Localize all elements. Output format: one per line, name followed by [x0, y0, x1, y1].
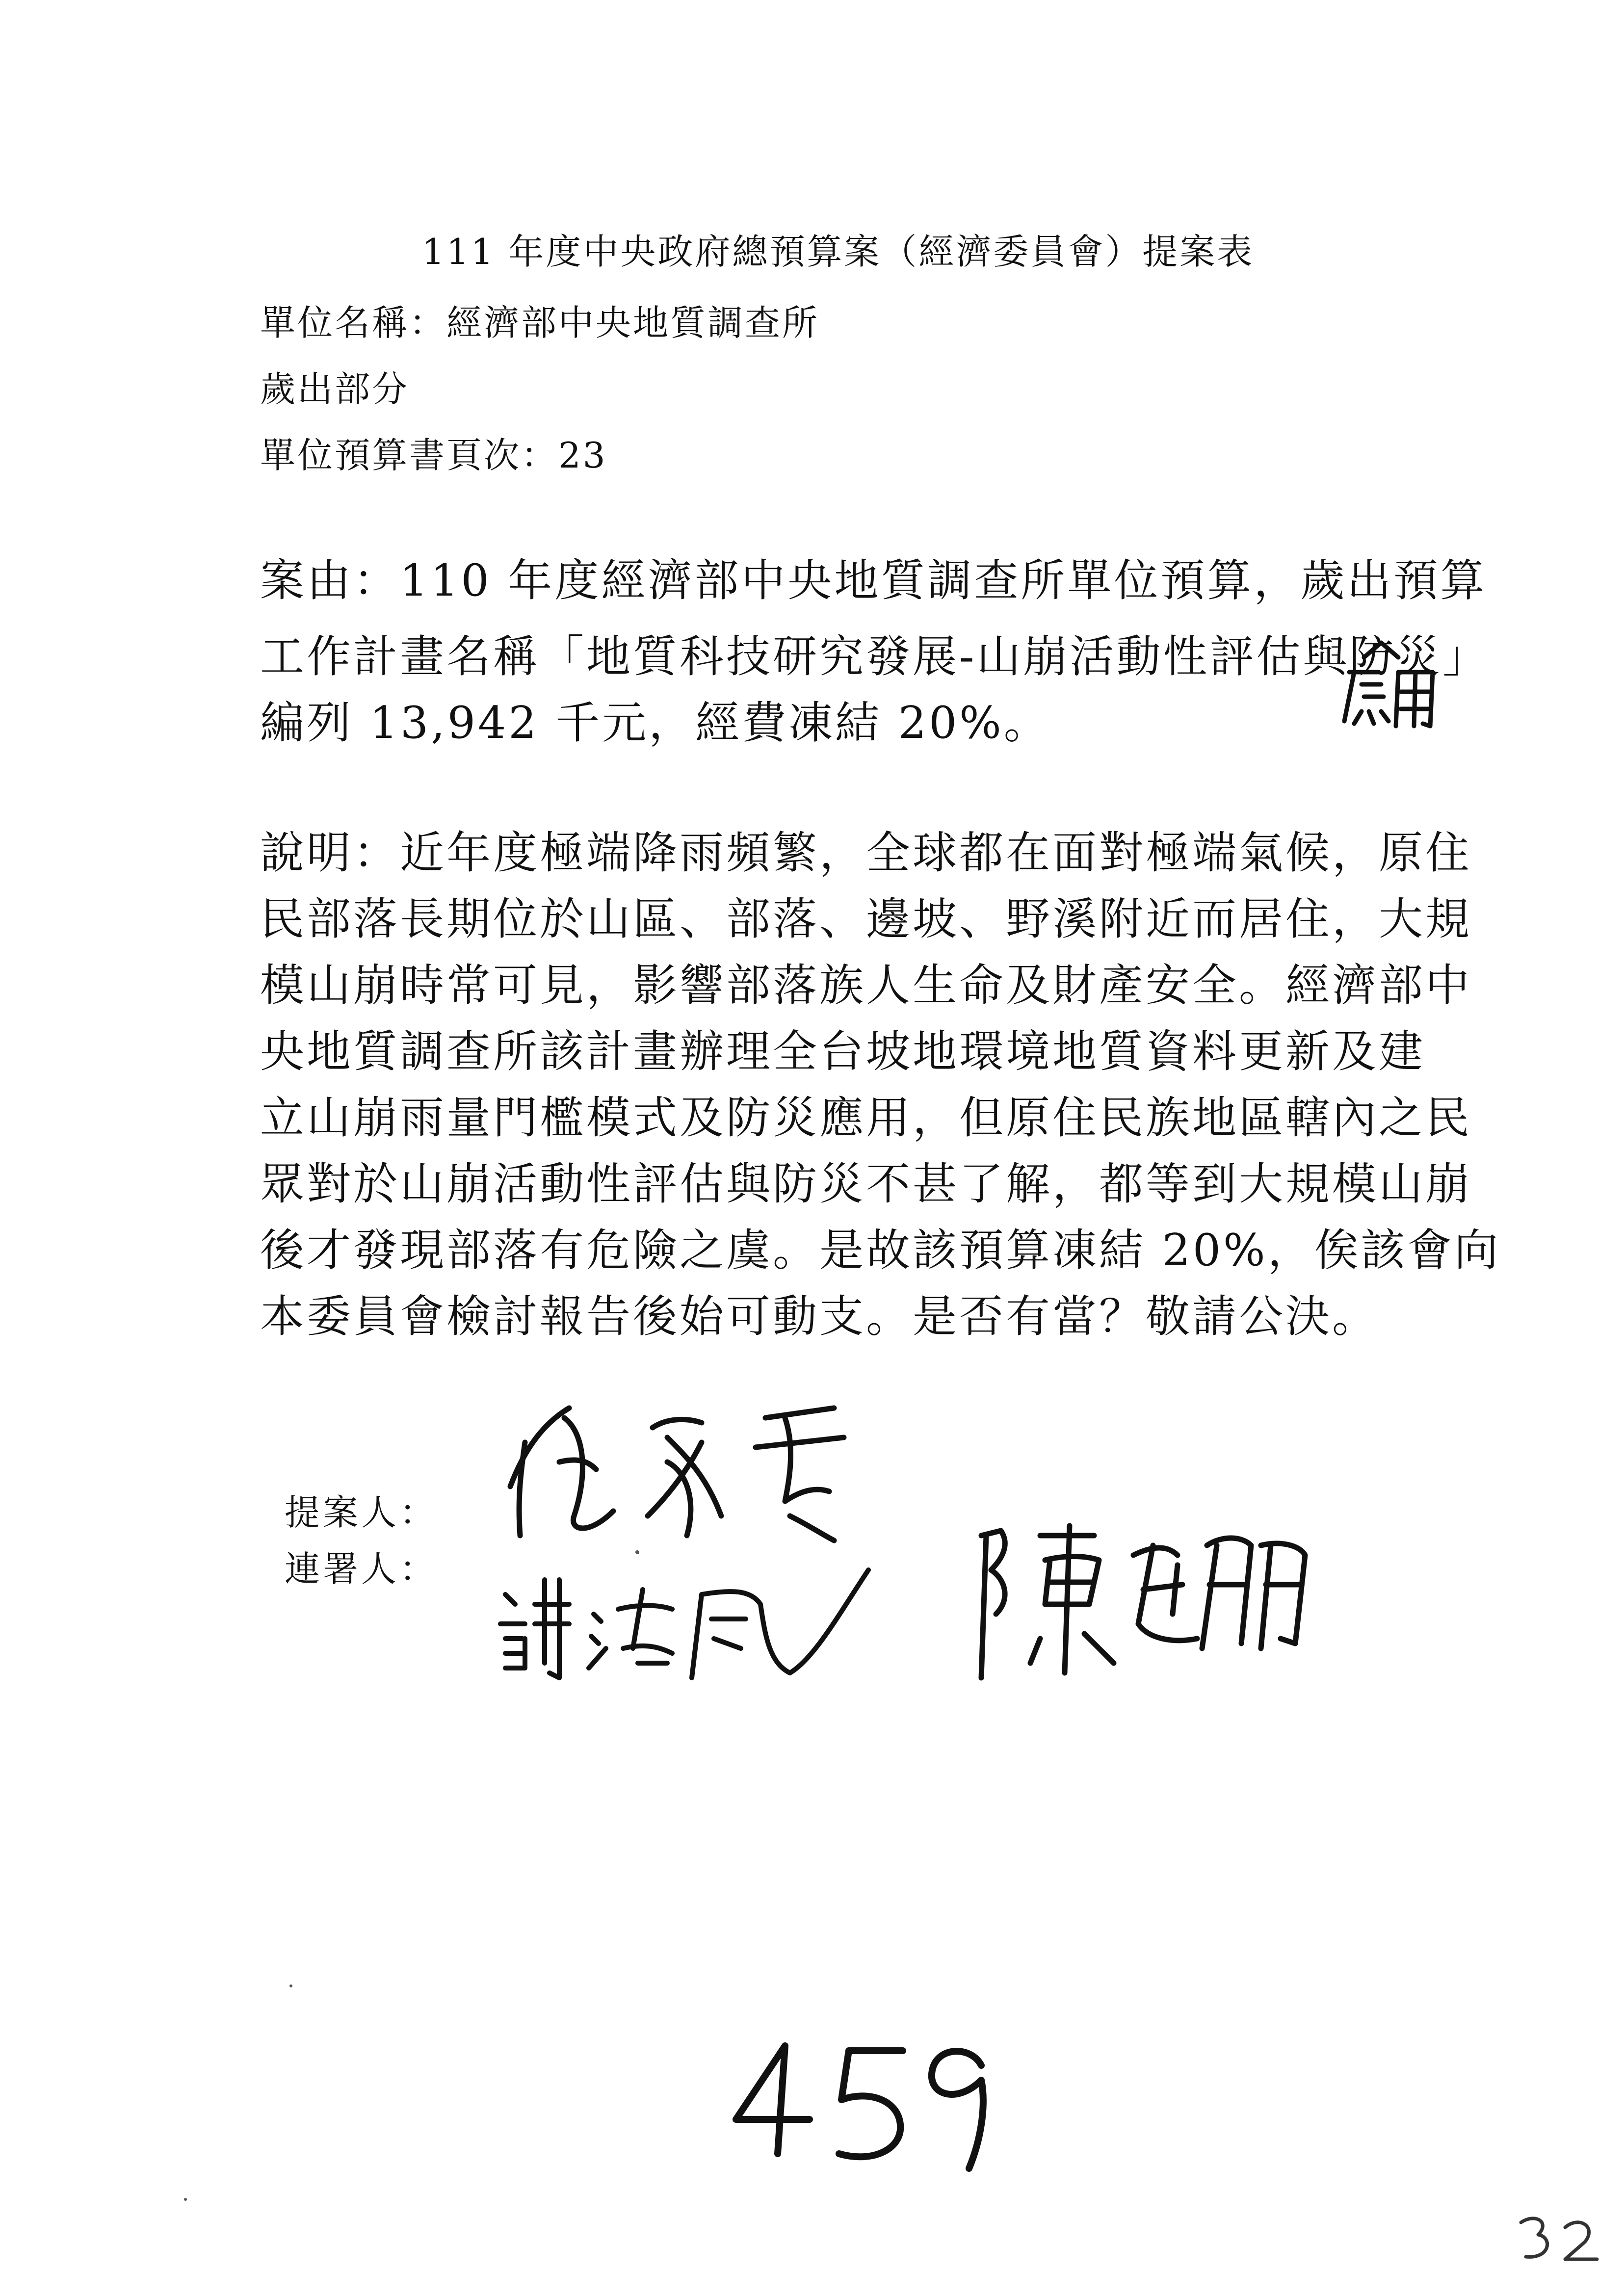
- scan-speck: [184, 2198, 187, 2201]
- cosigner-label: 連署人：: [285, 1548, 438, 1590]
- unit-name: 單位名稱：經濟部中央地質調查所: [260, 302, 820, 343]
- handwritten-insert-mark: [1335, 638, 1442, 736]
- explanation-line-3: 模山崩時常可見，影響部落族人生命及財產安全。經濟部中: [260, 960, 1472, 1011]
- corner-page-mark: [1511, 2208, 1604, 2271]
- section-label: 歲出部分: [260, 368, 410, 410]
- explanation-line-8: 本委員會檢討報告後始可動支。是否有當？敬請公決。: [260, 1291, 1379, 1342]
- explanation-line-7: 後才發現部落有危險之虞。是故該預算凍結 20%，俟該會向: [260, 1225, 1501, 1276]
- explanation-line-1: 說明：近年度極端降雨頻繁，全球都在面對極端氣候，原住: [260, 827, 1472, 879]
- handwritten-page-number: [726, 2026, 1001, 2173]
- scan-speck: [635, 1550, 639, 1554]
- case-line-3: 編列 13,942 千元，經費凍結 20%。: [260, 697, 1050, 749]
- explanation-line-4: 央地質調查所該計畫辦理全台坡地環境地質資料更新及建: [260, 1026, 1425, 1077]
- cosigner-signature-1: [496, 1550, 888, 1688]
- scan-speck: [289, 1984, 292, 1987]
- proposer-label: 提案人：: [285, 1492, 438, 1533]
- case-line-2: 工作計畫名稱「地質科技研究發展-山崩活動性評估與防災」: [260, 631, 1490, 682]
- case-line-1: 案由：110 年度經濟部中央地質調查所單位預算，歲出預算: [260, 555, 1487, 606]
- explanation-line-6: 眾對於山崩活動性評估與防災不甚了解，都等到大規模山崩: [260, 1158, 1472, 1210]
- proposer-signature: [491, 1388, 883, 1545]
- explanation-line-2: 民部落長期位於山區、部落、邊坡、野溪附近而居住，大規: [260, 893, 1472, 945]
- budget-page-ref: 單位預算書頁次：23: [260, 435, 607, 476]
- document-title: 111 年度中央政府總預算案（經濟委員會）提案表: [422, 231, 1255, 272]
- cosigner-signature-2: [967, 1516, 1320, 1683]
- explanation-line-5: 立山崩雨量門檻模式及防災應用，但原住民族地區轄內之民: [260, 1092, 1472, 1144]
